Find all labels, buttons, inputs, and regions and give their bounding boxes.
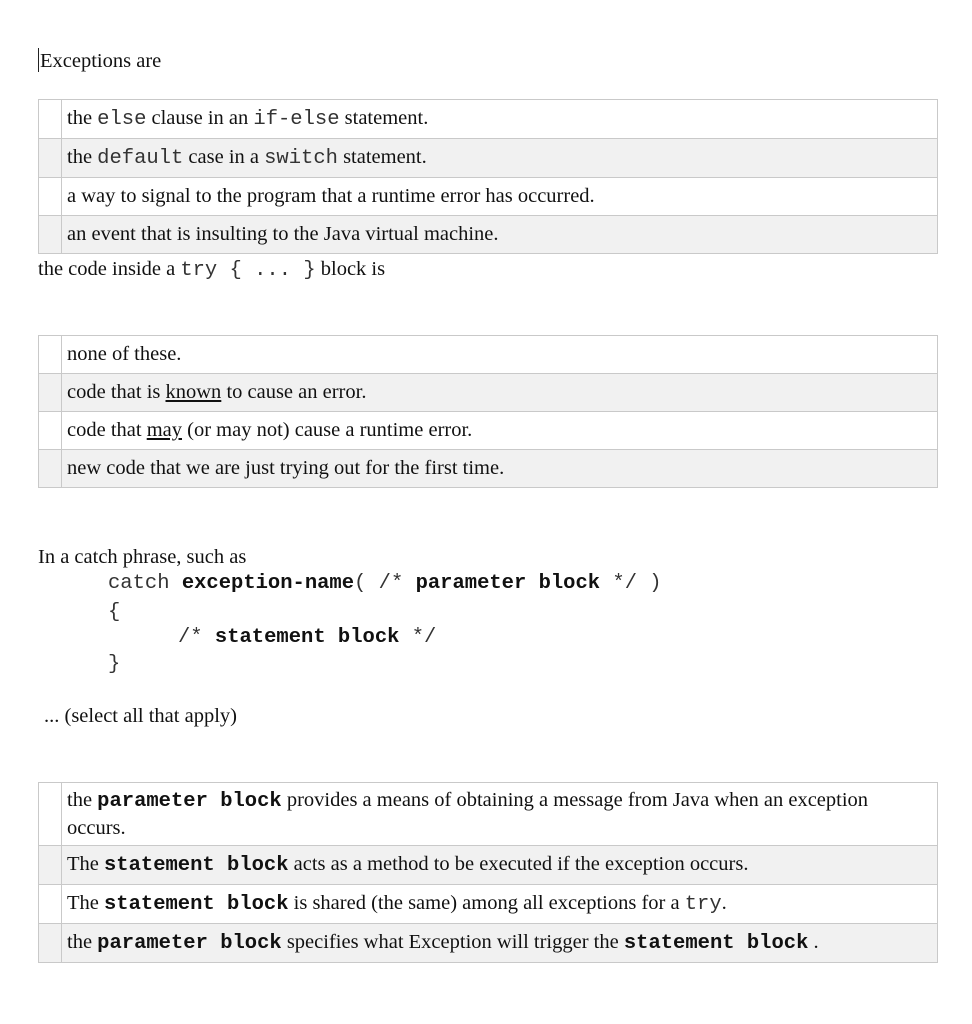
option-selector[interactable] — [39, 924, 62, 963]
option-selector[interactable] — [39, 100, 62, 139]
option-selector[interactable] — [39, 178, 62, 216]
option-selector[interactable] — [39, 216, 62, 254]
code-line-brace-close: } — [108, 653, 121, 676]
question-1-options — [38, 99, 938, 254]
text-cursor — [38, 48, 39, 72]
option-row[interactable] — [39, 336, 938, 374]
option-row[interactable] — [39, 100, 938, 139]
option-row[interactable] — [39, 846, 938, 885]
option-text: a way to signal to the program that a runtime error has occurred. — [62, 178, 938, 216]
option-text: the default case in a switch statement. — [62, 139, 938, 178]
option-text: The statement block is shared (the same) among all exceptions for a try. — [62, 885, 938, 924]
option-row[interactable] — [39, 178, 938, 216]
question-3-prompt: In a catch phrase, such as — [38, 546, 247, 568]
option-selector[interactable] — [39, 783, 62, 846]
option-text: none of these. — [62, 336, 938, 374]
question-3-instruction: ... (select all that apply) — [44, 705, 237, 727]
option-text: the else clause in an if-else statement. — [62, 100, 938, 139]
code-line-brace-open: { — [108, 601, 121, 624]
option-selector[interactable] — [39, 885, 62, 924]
option-text: code that may (or may not) cause a runtime error. — [62, 412, 938, 450]
option-row[interactable] — [39, 924, 938, 963]
option-text: code that is known to cause an error. — [62, 374, 938, 412]
option-row[interactable] — [39, 374, 938, 412]
question-3-options — [38, 782, 938, 963]
option-selector[interactable] — [39, 336, 62, 374]
option-selector[interactable] — [39, 450, 62, 488]
option-text: an event that is insulting to the Java virtual machine. — [62, 216, 938, 254]
option-text: new code that we are just trying out for the first time. — [62, 450, 938, 488]
option-text: the parameter block specifies what Exception will trigger the statement block . — [62, 924, 938, 963]
question-1-prompt: Exceptions are — [40, 50, 162, 72]
code-line-statement: /* statement block */ — [178, 626, 437, 649]
option-row[interactable] — [39, 139, 938, 178]
code-line-catch: catch exception-name( /* parameter block */ ) — [108, 572, 662, 595]
option-selector[interactable] — [39, 139, 62, 178]
option-text: The statement block acts as a method to be executed if the exception occurs. — [62, 846, 938, 885]
option-row[interactable] — [39, 783, 938, 846]
option-selector[interactable] — [39, 374, 62, 412]
option-row[interactable] — [39, 412, 938, 450]
question-2-options — [38, 335, 938, 488]
option-row[interactable] — [39, 450, 938, 488]
option-selector[interactable] — [39, 846, 62, 885]
option-selector[interactable] — [39, 412, 62, 450]
option-text: the parameter block provides a means of obtaining a message from Java when an exception occurs. — [62, 783, 938, 846]
option-row[interactable] — [39, 885, 938, 924]
question-2-prompt: the code inside a try { ... } block is — [38, 258, 386, 282]
option-row[interactable] — [39, 216, 938, 254]
